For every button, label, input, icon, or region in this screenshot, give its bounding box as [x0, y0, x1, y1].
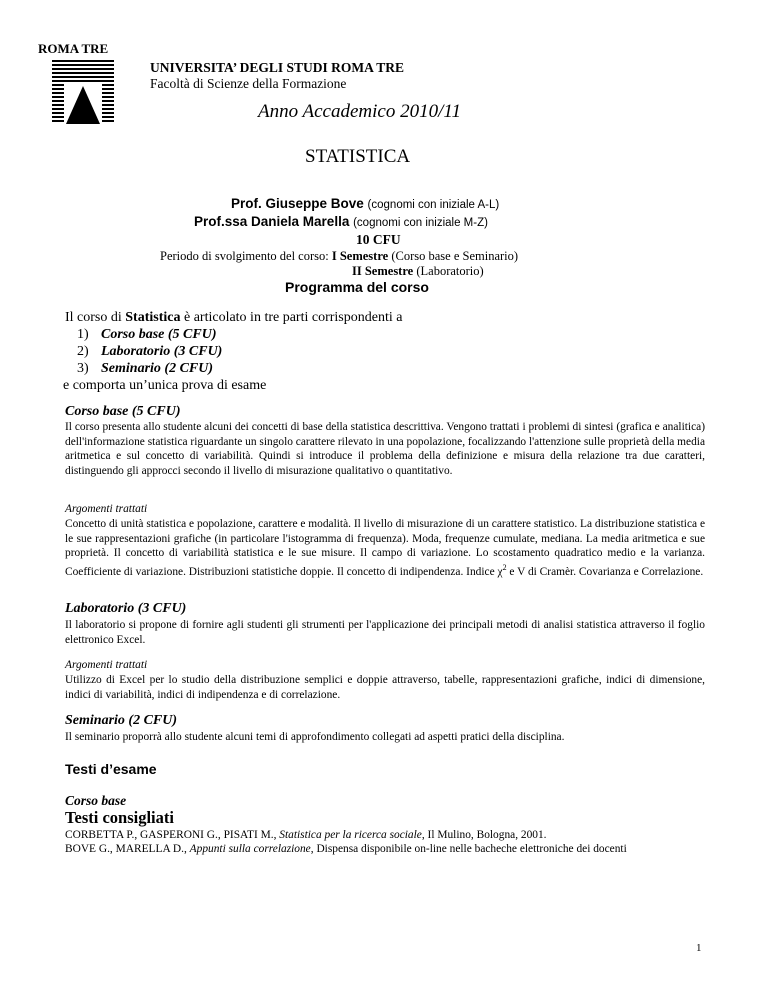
section-base-body: Il corso presenta allo studente alcuni dei concetti di base della statistica descrittiva. Vengono trattati i problemi di sintesi (grafica e analitica) dell'informazione statistica riguardante un singolo carattere rilevato in una popolazione, focalizzando l'attenzione sulle proprietà della media aritmetica e sul concetto di variabilità. Quindi si introduce il problema della definizione e misura della relazione tra due caratteri, distinguendo gli approcci secondo il livello di misurazione qualitativo o quantitativo. — [65, 421, 705, 477]
list-label: Seminario (2 CFU) — [101, 361, 214, 376]
topics-tail: e V di Cramèr. Covarianza e Correlazione. — [506, 565, 704, 578]
section-lab-title: Laboratorio (3 CFU) — [65, 601, 187, 616]
list-item — [77, 326, 705, 343]
professor-name: Prof.ssa Daniela Marella — [194, 214, 350, 229]
list-num: 1) — [77, 327, 89, 342]
section-base-topics — [65, 517, 705, 579]
reference-1 — [65, 828, 705, 843]
period-sem1: I Semestre — [331, 249, 389, 263]
logo-arch-emblem — [52, 84, 114, 126]
professor-note: (cognomi con iniziale M-Z) — [353, 217, 488, 229]
credits: 10 CFU — [356, 232, 401, 247]
chi-exponent: 2 — [502, 562, 507, 572]
ref-authors: BOVE G., MARELLA D., — [65, 843, 190, 855]
list-num: 3) — [77, 361, 89, 376]
period-label: Periodo di svolgimento del corso: — [160, 249, 332, 263]
university-name: UNIVERSITA’ DEGLI STUDI ROMA TRE — [150, 60, 405, 75]
professor-name: Prof. Giuseppe Bove — [231, 196, 364, 211]
exam-texts-title: Testi d’esame — [65, 761, 157, 777]
intro-paragraph — [65, 309, 705, 394]
ref-title: Appunti sulla correlazione — [189, 843, 311, 855]
professor-2 — [194, 214, 488, 229]
university-logo — [52, 60, 114, 84]
list-num: 2) — [77, 344, 89, 359]
ref-rest: , Dispensa disponibile on-line nelle bacheche elettroniche dei docenti — [310, 843, 627, 855]
section-base-topics-label: Argomenti trattati — [65, 503, 148, 515]
period-sem2: II Semestre — [352, 264, 414, 278]
academic-year: Anno Accademico 2010/11 — [258, 101, 461, 122]
section-lab-topics-label: Argomenti trattati — [65, 659, 148, 671]
section-seminar-title: Seminario (2 CFU) — [65, 713, 178, 728]
list-item — [77, 360, 705, 377]
section-base-title: Corso base (5 CFU) — [65, 404, 181, 419]
professor-note: (cognomi con iniziale A-L) — [367, 199, 500, 211]
intro-text-end: è articolato in tre parti corrispondenti a — [180, 310, 403, 325]
recommended-title: Testi consigliati — [65, 808, 174, 827]
course-period-2 — [352, 264, 484, 279]
list-label: Corso base (5 CFU) — [101, 327, 217, 342]
course-period — [160, 249, 518, 264]
chi-symbol: χ — [497, 565, 503, 578]
course-title: STATISTICA — [305, 146, 411, 167]
exam-texts-sub: Corso base — [65, 793, 127, 808]
parts-list — [77, 326, 705, 377]
section-seminar-body: Il seminario proporrà allo studente alcuni temi di approfondimento collegati ad aspetti pratici della disciplina. — [65, 731, 565, 743]
period-sem1-note: (Corso base e Seminario) — [388, 249, 519, 263]
intro-closing: e comporta un’unica prova di esame — [63, 378, 267, 393]
reference-2 — [65, 842, 705, 857]
intro-text: Il corso di — [65, 310, 126, 325]
professor-1 — [231, 196, 499, 211]
list-item — [77, 343, 705, 360]
faculty-name: Facoltà di Scienze della Formazione — [150, 76, 347, 91]
program-title: Programma del corso — [285, 279, 429, 295]
intro-bold: Statistica — [125, 310, 181, 325]
section-lab-topics: Utilizzo di Excel per lo studio della distribuzione semplici e doppie attraverso, tabelle, rappresentazioni grafiche, indici di dimensione, indici di variabilità, indici di indipendenza e di correlazione. — [65, 674, 705, 701]
page-number: 1 — [696, 942, 702, 954]
ref-rest: , Il Mulino, Bologna, 2001. — [421, 829, 547, 841]
period-sem2-note: (Laboratorio) — [413, 264, 484, 278]
logo-text: ROMA TRE — [38, 41, 109, 56]
list-label: Laboratorio (3 CFU) — [101, 344, 223, 359]
intro-line — [65, 309, 705, 326]
ref-title: Statistica per la ricerca sociale — [279, 829, 422, 841]
ref-authors: CORBETTA P., GASPERONI G., PISATI M., — [65, 829, 280, 841]
topics-text: Concetto di unità statistica e popolazione, carattere e modalità. Il livello di misurazione di un carattere statistico. La distribuzione statistica e le sue rappresentazioni grafiche (in particolare l'istogramma di frequenza). Moda, frequenze cumulate, mediana. La media aritmetica e sue proprietà. Il concetto di variabilità statistica e le sue misure. Il campo di variazione. Lo scostamento quadratico medio e la varianza. Coefficiente di variazione. Distribuzioni statistiche doppie. Il concetto di indipendenza. Indice — [65, 518, 705, 578]
section-lab-body: Il laboratorio si propone di fornire agli studenti gli strumenti per l'applicazione dei principali metodi di analisi statistica attraverso il foglio elettronico Excel. — [65, 619, 705, 646]
